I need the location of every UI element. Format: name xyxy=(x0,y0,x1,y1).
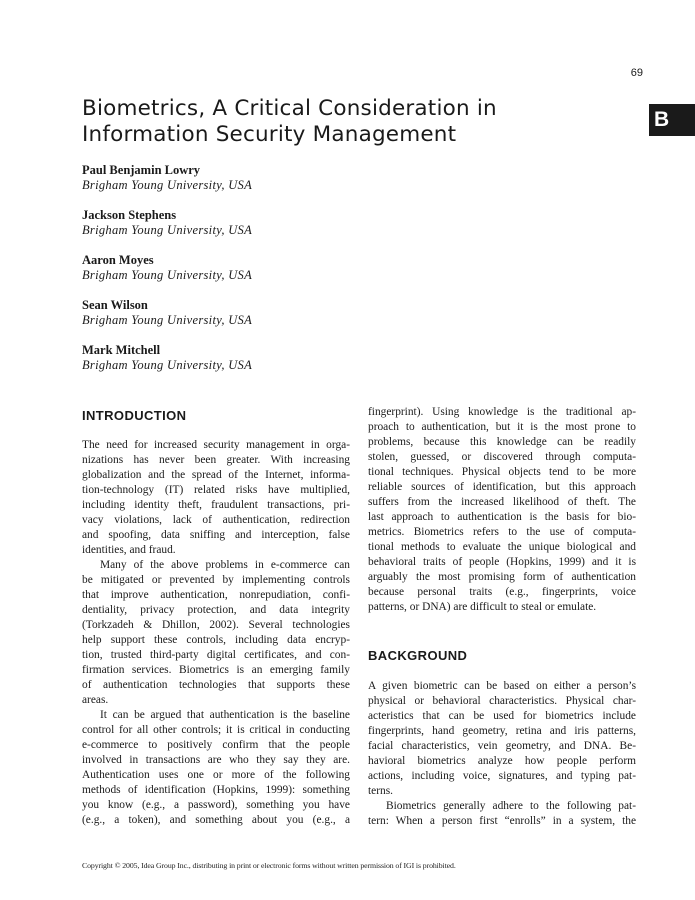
text-line: tion-technology (IT) related risks have multiplied, xyxy=(82,484,350,496)
text-line: tional methods to evaluate the unique biological and xyxy=(368,541,636,553)
title-line: Information Security Management xyxy=(82,122,457,147)
text-line: Authentication uses one or more of the following xyxy=(82,769,350,781)
text-line: tion, trusted third-party digital certificates, and con- xyxy=(82,649,350,661)
text-line: havioral biometrics analyze how people perform xyxy=(368,755,636,767)
text-line: and spoofing, data sniffing and interception, false xyxy=(82,529,350,541)
background-heading: BACKGROUND xyxy=(368,648,468,663)
text-line: Many of the above problems in e-commerce can xyxy=(100,559,350,571)
text-line: (e.g., a token), and something about you (e.g., a xyxy=(82,814,350,826)
text-line: terns. xyxy=(368,785,393,797)
introduction-heading: INTRODUCTION xyxy=(82,408,187,423)
introduction-body-continued xyxy=(368,405,636,615)
author-name: Sean Wilson xyxy=(82,298,148,312)
text-line: dentiality, privacy protection, and data integrity xyxy=(82,604,350,616)
text-line: you know (e.g., a password), something you have xyxy=(82,799,350,811)
background-body xyxy=(368,679,636,829)
text-line: The need for increased security management in orga- xyxy=(82,439,350,451)
text-line: nizations has never been greater. With increasing xyxy=(82,454,350,466)
text-line: behavioral traits of people (Hopkins, 1999) and it is xyxy=(368,556,636,568)
copyright-notice: Copyright © 2005, Idea Group Inc., distributing in print or electronic forms without written permission of IGI is prohibited. xyxy=(82,861,456,870)
author-name: Jackson Stephens xyxy=(82,208,177,222)
text-line: because personal traits (e.g., fingerprints, voice xyxy=(368,586,636,598)
text-line: be mitigated or prevented by implementing controls xyxy=(82,574,350,586)
text-line: (Torkzadeh & Dhillon, 2002). Several technologies xyxy=(82,619,350,631)
text-line: physical or behavioral characteristics. Physical char- xyxy=(368,695,636,707)
text-line: Biometrics generally adhere to the following pat- xyxy=(386,800,636,812)
text-line: problems, because this knowledge can be readily xyxy=(368,436,636,448)
text-line: tional techniques. Physical objects tend to be more xyxy=(368,466,636,478)
article-title xyxy=(82,96,497,148)
author-name: Mark Mitchell xyxy=(82,343,161,357)
text-line: proach to authentication, but it is the most prone to xyxy=(368,421,636,433)
text-line: It can be argued that authentication is the baseline xyxy=(100,709,350,721)
introduction-body xyxy=(82,438,350,828)
text-line: that improve authentication, nonrepudiation, confi- xyxy=(82,589,350,601)
text-line: facial characteristics, vein geometry, and DNA. Be- xyxy=(368,740,636,752)
text-line: metrics. Biometrics refers to the use of computa- xyxy=(368,526,636,538)
text-line: patterns, or DNA) are difficult to steal or emulate. xyxy=(368,601,597,613)
author-block xyxy=(82,208,252,238)
author-affiliation: Brigham Young University, USA xyxy=(82,313,253,327)
title-line: Biometrics, A Critical Consideration in xyxy=(82,96,497,121)
text-line: last approach to authentication is the basis for bio- xyxy=(368,511,636,523)
text-line: e-commerce to positively confirm that the people xyxy=(82,739,350,751)
text-line: involved in transactions are who they say they are. xyxy=(82,754,350,766)
text-line: control for all other controls; it is critical in conducting xyxy=(82,724,350,736)
section-tab: B xyxy=(649,104,695,136)
text-line: of authentication technologies that supports these xyxy=(82,679,350,691)
author-block xyxy=(82,253,252,283)
text-line: firmation services. Biometrics is an emerging family xyxy=(82,664,350,676)
author-block xyxy=(82,298,252,328)
text-line: fingerprint). Using knowledge is the traditional ap- xyxy=(368,406,636,418)
text-line: acteristics that can be used for biometrics include xyxy=(368,710,636,722)
text-line: vacy violations, lack of authentication, redirection xyxy=(82,514,350,526)
text-line: including identity theft, fraudulent transactions, pri- xyxy=(82,499,350,511)
text-line: areas. xyxy=(82,694,109,706)
text-line: stolen, guessed, or discovered through computa- xyxy=(368,451,636,463)
text-line: fingerprints, hand geometry, retina and iris patterns, xyxy=(368,725,636,737)
text-line: A given biometric can be based on either a person’s xyxy=(368,680,636,692)
author-affiliation: Brigham Young University, USA xyxy=(82,358,253,372)
text-line: arguably the most promising form of authentication xyxy=(368,571,636,583)
text-line: globalization and the spread of the Internet, informa- xyxy=(82,469,350,481)
author-name: Paul Benjamin Lowry xyxy=(82,163,201,177)
page-number: 69 xyxy=(630,67,643,79)
author-affiliation: Brigham Young University, USA xyxy=(82,223,253,237)
text-line: actions, including voice, signatures, and typing pat- xyxy=(368,770,636,782)
author-block xyxy=(82,163,252,193)
text-line: reliable sources of identification, but this approach xyxy=(368,481,636,493)
author-affiliation: Brigham Young University, USA xyxy=(82,178,253,192)
text-line: help support these controls, including data encryp- xyxy=(82,634,350,646)
text-line: suffers from the increased likelihood of theft. The xyxy=(368,496,636,508)
text-line: tern: When a person first “enrolls” in a system, the xyxy=(368,815,636,827)
author-block xyxy=(82,343,252,373)
text-line: identities, and fraud. xyxy=(82,544,176,556)
author-affiliation: Brigham Young University, USA xyxy=(82,268,253,282)
text-line: methods of identification (Hopkins, 1999): something xyxy=(82,784,350,796)
author-name: Aaron Moyes xyxy=(82,253,154,267)
